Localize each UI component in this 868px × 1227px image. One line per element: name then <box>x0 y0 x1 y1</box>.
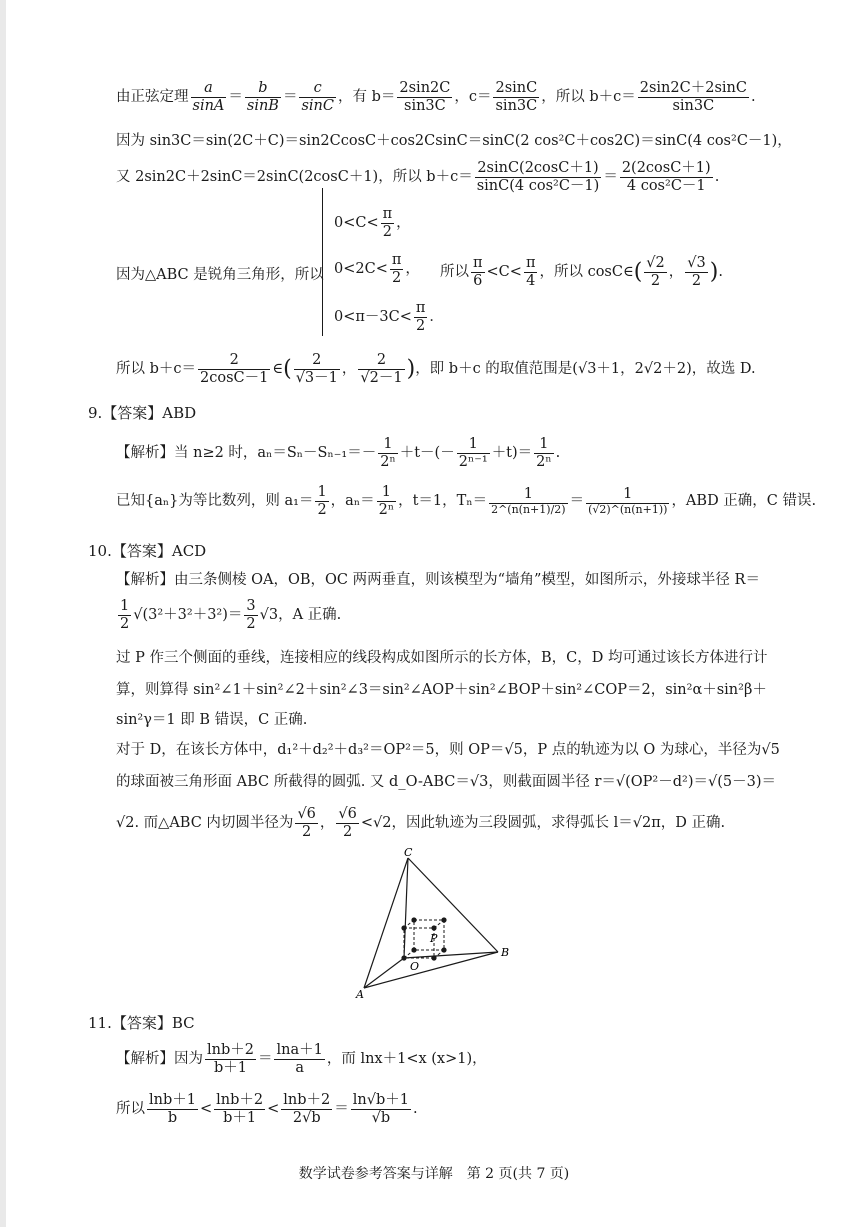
label-o: O <box>410 960 420 973</box>
wall-corner-figure <box>350 842 530 1002</box>
cuboid <box>404 920 444 958</box>
q9-line1: 【解析】当 n≥2 时，aₙ＝Sₙ－Sₙ₋₁＝－ $\frac{1}{\text{2ⁿ}}$ ＋t－(－ $\frac{1}{\text{2ⁿ⁻¹}}$ ＋t)＝ $\frac{1}{\text{2ⁿ}}$ . <box>116 436 561 470</box>
q10-line8: √2. 而△ABC 内切圆半径为 $\frac{√6}{2}$ ， $\frac{√6}{2}$ <√2，因此轨迹为三段圆弧，求得弧长 l＝√2π，D 正确. <box>116 806 726 840</box>
q10-heading: 10.【答案】ACD <box>88 542 207 560</box>
edge-oa <box>364 958 404 988</box>
p8-line4-lead: 因为△ABC 是锐角三角形，所以 <box>116 267 324 283</box>
case-1: 0<C< $\frac{\pi}{2}$ ， <box>334 206 411 240</box>
page-footer: 数学试卷参考答案与详解 第 2 页(共 7 页) <box>298 1166 570 1182</box>
edge-ob <box>404 952 498 958</box>
p8-line2: 因为 sin3C＝sin(2C＋C)＝sin2CcosC＋cos2CsinC＝sinC(2 cos²C＋cos2C)＝sinC(4 cos²C－1)， <box>116 133 792 149</box>
p8-line4-range: 所以 $\frac{\pi}{6}$ <C< $\frac{\pi}{4}$ ，所以 cosC∈( $\frac{√2}{2}$ ， $\frac{√3}{2}$ ). <box>440 255 723 289</box>
label-p: P <box>430 932 438 945</box>
q10-line5: sin²γ＝1 即 B 错误，C 正确. <box>116 712 308 728</box>
case-3: 0<π－3C< $\frac{\pi}{2}$ ． <box>334 300 444 334</box>
label-c: C <box>404 846 413 859</box>
label-a: A <box>356 988 364 1001</box>
q10-line4: 算，则算得 sin²∠1＋sin²∠2＋sin²∠3＝sin²∠AOP＋sin²∠BOP＋sin²∠COP＝2，sin²α＋sin²β＋ <box>116 682 767 698</box>
edge-ab <box>364 952 498 988</box>
q10-line3: 过 P 作三个侧面的垂线，连接相应的线段构成如图所示的长方体，B，C，D 均可通过该长方体进行计 <box>116 650 768 666</box>
label-b: B <box>501 946 510 959</box>
case-2: 0<2C< $\frac{\pi}{2}$ ， <box>334 252 420 286</box>
edge-co <box>404 858 408 958</box>
p8-line1: 由正弦定理 $\frac{a}{\sin A}$ ＝ $\frac{b}{\sin B}$ ＝ $\frac{c}{\sin C}$ ，有 b＝ $\frac{2\sin 2C}{\sin 3C}$ ，c＝ $\frac{2\sin C}{\sin 3C}$ ，所以 b＋c＝ $\frac{2\sin 2C+2\sin C}{\sin 3C}$ . <box>116 80 756 114</box>
edge-ca <box>364 858 408 988</box>
q11-heading: 11.【答案】BC <box>88 1014 195 1032</box>
q10-line6: 对于 D，在该长方体中，d₁²＋d₂²＋d₃²＝OP²＝5，则 OP＝√5，P 点的轨迹为以 O 为球心，半径为√5 <box>116 742 780 758</box>
case-brace <box>322 188 331 336</box>
q11-line1: 【解析】因为 $\frac{\ln b+2}{b+1}$ ＝ $\frac{\ln a+1}{a}$ ，而 lnx＋1<x (x>1)， <box>116 1042 487 1076</box>
q9-heading: 9.【答案】ABD <box>88 404 197 422</box>
q10-line2: $\frac{1}{2}$ √(3²＋3²＋3²)＝ $\frac{3}{2}$ √3，A 正确. <box>120 598 342 632</box>
scan-edge <box>0 0 6 1227</box>
p8-line3: 又 2sin2C＋2sinC＝2sinC(2cosC＋1)，所以 b＋c＝ $\frac{2\sin C(2\cos C+1)}{\text{sinC(4 cos²C－1)}}$ ＝ $\frac{2(2\cos C+1)}{\text{4 cos²C－1}}$ . <box>116 160 720 194</box>
p8-line5: 所以 b＋c＝ $\frac{2}{2\cos C-1}$ ∈( $\frac{2}{√3-1}$ ， $\frac{2}{√2-1}$ )，即 b＋c 的取值范围是(√3＋1，2√2＋2)，故选 D. <box>116 352 756 386</box>
q10-line1: 【解析】由三条侧棱 OA，OB，OC 两两垂直，则该模型为“墙角”模型，如图所示，外接球半径 R＝ <box>116 572 760 588</box>
q10-line7: 的球面被三角形面 ABC 所截得的圆弧. 又 d_O-ABC＝√3，则截面圆半径 r＝√(OP²－d²)＝√(5－3)＝ <box>116 774 776 790</box>
edge-cb <box>408 858 498 952</box>
q11-line2: 所以 $\frac{\ln b+1}{b}$ < $\frac{\ln b+2}{b+1}$ < $\frac{\ln b+2}{2√b}$ ＝ $\frac{\ln√b+1}{√b}$ . <box>116 1092 418 1126</box>
q9-line2: 已知{aₙ}为等比数列，则 a₁＝ $\frac{1}{2}$ ，aₙ＝ $\frac{1}{\text{2ⁿ}}$ ，t＝1，Tₙ＝ $\frac{1}{2\^{}(n(n+1)/2)}$ ＝ $\frac{1}{(√2)\^{}(n(n+1))}$ ，ABD 正确，C 错误. <box>116 484 817 518</box>
